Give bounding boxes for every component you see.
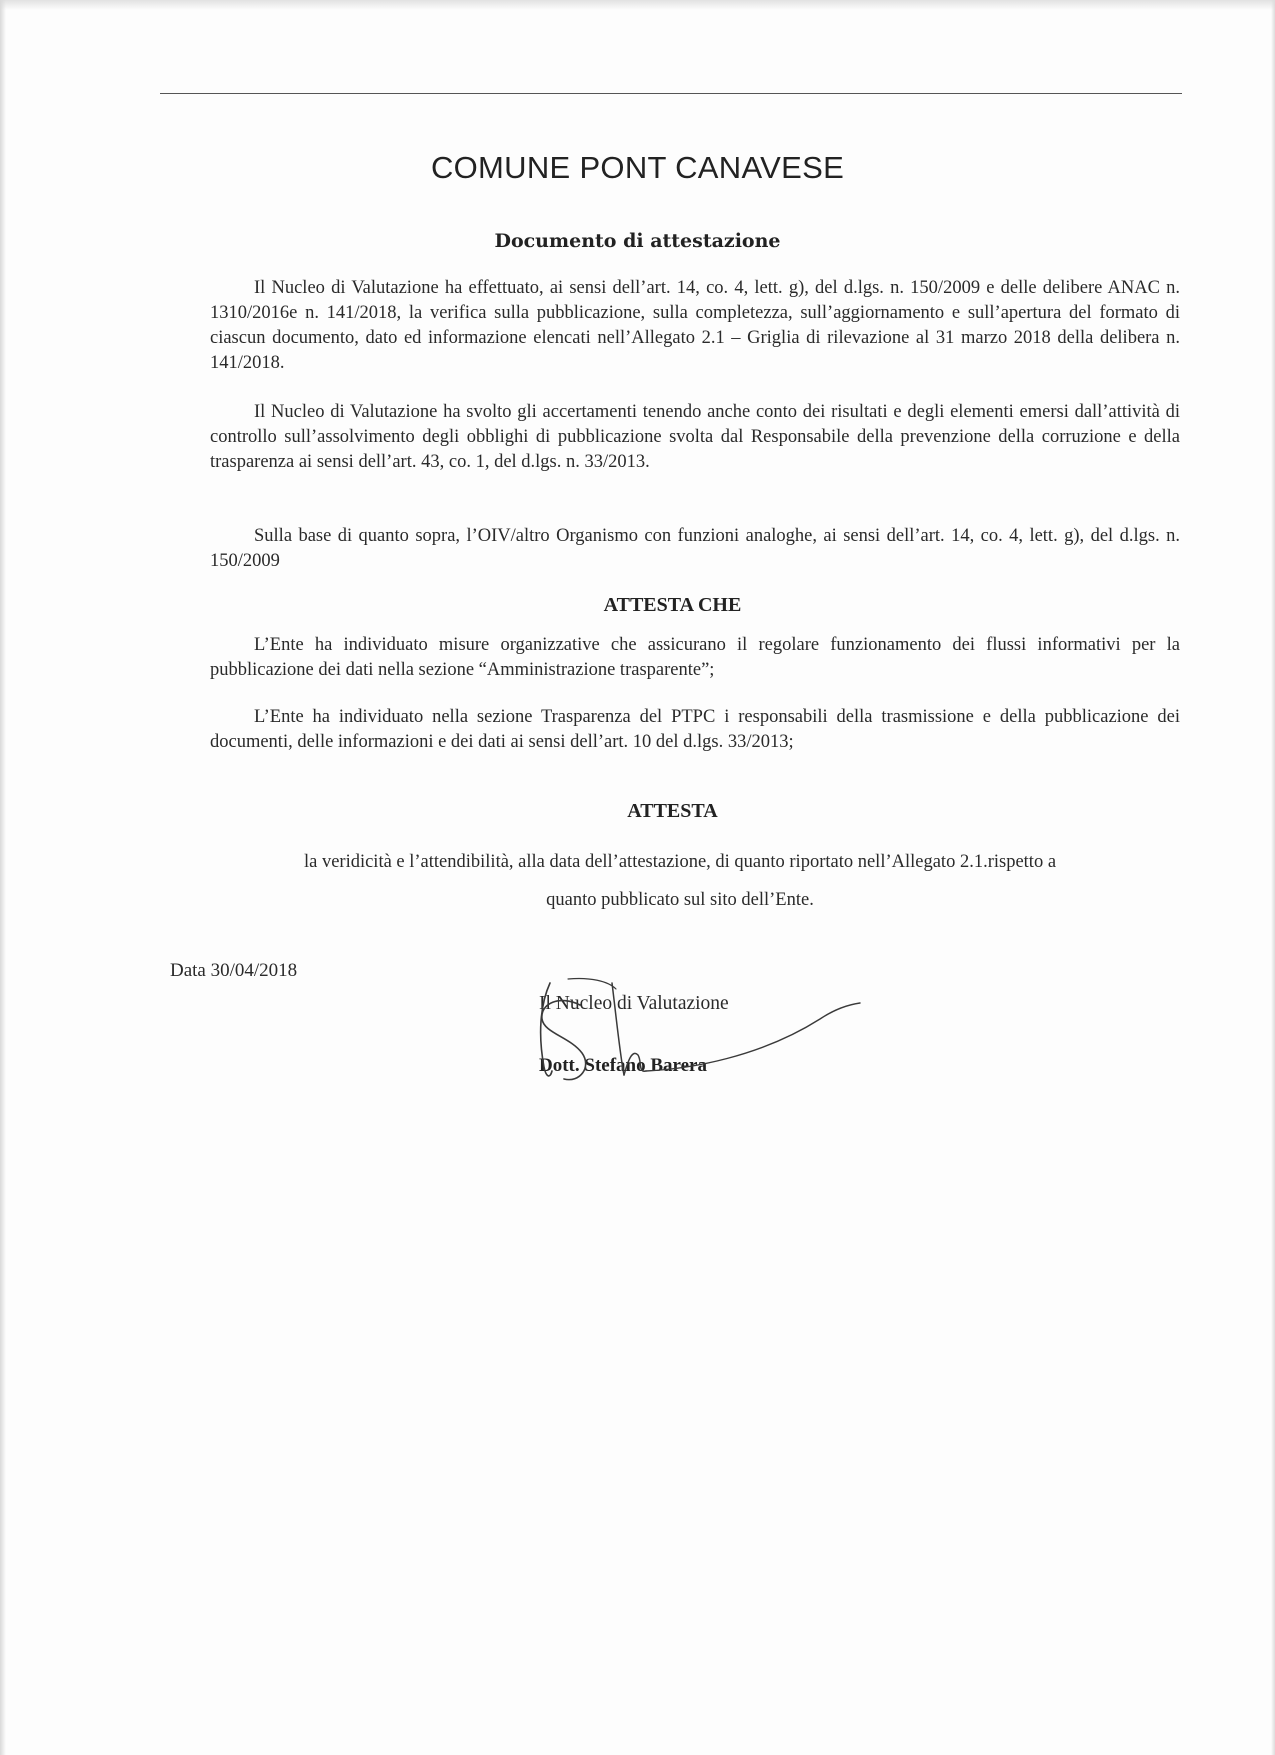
attestation-line-1: la veridicità e l’attendibilità, alla data dell’attestazione, di quanto riportato nell’Allegato 2.1.rispetto a <box>303 852 1057 872</box>
header-divider <box>160 93 1182 94</box>
signatory-body: Il Nucleo di Valutazione <box>539 993 729 1014</box>
attestation-line-2: quanto pubblicato sul sito dell’Ente. <box>546 890 814 910</box>
heading-attesta: ATTESTA <box>627 800 718 822</box>
paragraph-checks: Il Nucleo di Valutazione ha svolto gli accertamenti tenendo anche conto dei risultati e degli elementi emersi dall’attività di controllo sull’assolvimento degli obblighi di pubblicazione svolta dal Responsabile della prevenzione della corruzione e della trasparenza ai sensi dell’art. 43, co. 1, del d.lgs. n. 33/2013. <box>210 402 1180 472</box>
paragraph-verification: Il Nucleo di Valutazione ha effettuato, ai sensi dell’art. 14, co. 4, lett. g), del d.lgs. n. 150/2009 e delle delibere ANAC n. 1310/2016e n. 141/2018, la verifica sulla pubblicazione, sulla completezza, sull’aggiornamento e sull’apertura del formato di ciascun documento, dato ed informazione elencati nell’Allegato 2.1 – Griglia di rilevazione al 31 marzo 2018 della delibera n. 141/2018. <box>210 278 1180 373</box>
municipality-title: COMUNE PONT CANAVESE <box>430 150 845 185</box>
signatory-name: Dott. Stefano Barera <box>539 1055 707 1076</box>
heading-attesta-che: ATTESTA CHE <box>603 594 742 616</box>
scan-edge-right <box>1271 0 1275 1755</box>
scan-edge-left <box>0 0 6 1755</box>
paragraph-basis: Sulla base di quanto sopra, l’OIV/altro Organismo con funzioni analoghe, ai sensi dell’art. 14, co. 4, lett. g), del d.lgs. n. 150/2009 <box>210 526 1180 571</box>
attestation-statement <box>180 843 1180 919</box>
document-title: Documento di attestazione <box>494 230 781 252</box>
scan-edge-top <box>0 0 1275 10</box>
document-date: Data 30/04/2018 <box>170 960 298 981</box>
paragraph-transparency-section: L’Ente ha individuato nella sezione Trasparenza del PTPC i responsabili della trasmissione e della pubblicazione dei documenti, delle informazioni e dei dati ai sensi dell’art. 10 del d.lgs. 33/2013; <box>210 707 1180 752</box>
paragraph-organizational-measures: L’Ente ha individuato misure organizzative che assicurano il regolare funzionamento dei flussi informativi per la pubblicazione dei dati nella sezione “Amministrazione trasparente”; <box>210 635 1180 680</box>
